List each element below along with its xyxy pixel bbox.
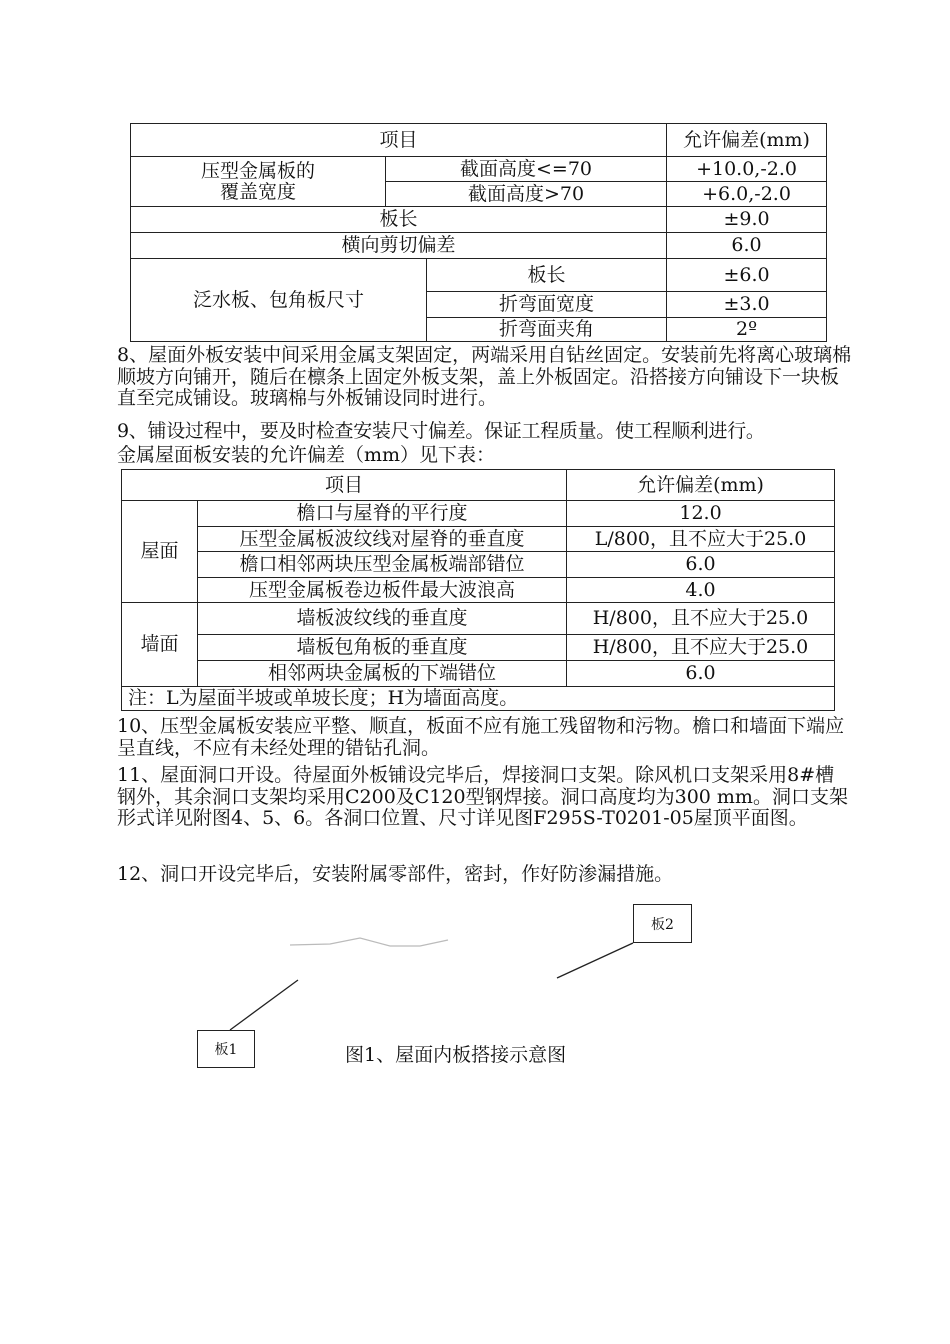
t2-row-tolerance: 12.0 [567,501,835,527]
paragraph-12: 12、洞口开设完毕后，安装附属零部件，密封，作好防渗漏措施。 [117,863,674,885]
t1-height-gt70-value: +6.0,-2.0 [667,182,827,207]
t2-row-item: 压型金属板卷边板件最大波浪高 [198,578,567,603]
leader-line-board2 [557,943,633,978]
t1-fold-width: 折弯面宽度 [427,292,667,318]
paragraph-9: 9、铺设过程中，要及时检查安装尺寸偏差。保证工程质量。使工程顺利进行。 [117,420,765,442]
t1-height-le70: 截面高度<=70 [386,157,667,182]
t1-header-item: 项目 [131,124,667,157]
paragraph-10: 10、压型金属板安装应平整、顺直，板面不应有施工残留物和污物。檐口和墙面下端应呈直线，不应有未经处理的错钻孔洞。 [117,715,845,759]
t1-shear-deviation-value: 6.0 [667,233,827,259]
label-board-2: 板2 [633,904,692,943]
t2-header-item: 项目 [122,470,567,501]
t1-cover-width-line2: 覆盖宽度 [219,180,296,203]
t2-row-item: 相邻两块金属板的下端错位 [198,661,567,687]
t2-row-item: 压型金属板波纹线对屋脊的垂直度 [198,527,567,552]
t1-height-le70-value: +10.0,-2.0 [667,157,827,182]
t2-row-item: 墙板包角板的垂直度 [198,635,567,661]
t2-header-tolerance: 允许偏差(mm) [567,470,835,501]
t1-flashing-label: 泛水板、包角板尺寸 [131,259,427,342]
t1-flashing-length: 板长 [427,259,667,292]
paragraph-11: 11、屋面洞口开设。待屋面外板铺设完毕后，焊接洞口支架。除风机口支架采用8#槽钢外，其余洞口支架均采用C200及C120型钢焊接。洞口高度均为300 mm。洞口支架形式详见附图4、5、6。各洞口位置、尺寸详见图F295S-T0201-05屋顶平面图。 [117,764,848,829]
t1-board-length: 板长 [131,207,667,233]
t2-row-tolerance: 6.0 [567,552,835,578]
label-board-1: 板1 [197,1030,255,1068]
t2-row-tolerance: 4.0 [567,578,835,603]
t1-cover-width-line1: 压型金属板的 [200,159,315,182]
t1-fold-width-value: ±3.0 [667,292,827,318]
t2-row-item: 墙板波纹线的垂直度 [198,603,567,635]
t1-shear-deviation: 横向剪切偏差 [131,233,667,259]
t1-fold-angle-value: 2º [667,318,827,342]
t1-height-gt70: 截面高度>70 [386,182,667,207]
t1-header-tolerance: 允许偏差(mm) [667,124,827,157]
figure-caption: 图1、屋面内板搭接示意图 [345,1044,567,1066]
t1-flashing-length-value: ±6.0 [667,259,827,292]
t2-row-item: 檐口相邻两块压型金属板端部错位 [198,552,567,578]
t2-row-item: 檐口与屋脊的平行度 [198,501,567,527]
t2-row-tolerance: H/800，且不应大于25.0 [567,635,835,661]
t1-board-length-value: ±9.0 [667,207,827,233]
t2-row-tolerance: L/800，且不应大于25.0 [567,527,835,552]
table2-intro: 金属屋面板安装的允许偏差（mm）见下表： [117,444,496,466]
t2-roof-label: 屋面 [122,501,198,603]
paragraph-8: 8、屋面外板安装中间采用金属支架固定，两端采用自钻丝固定。安装前先将离心玻璃棉顺坡方向铺开，随后在檩条上固定外板支架，盖上外板固定。沿搭接方向铺设下一块板直至完成铺设。玻璃棉与外板铺设同时进行。 [117,344,852,409]
inner-panel-profile [290,938,448,946]
t1-fold-angle: 折弯面夹角 [427,318,667,342]
leader-line-board1 [230,980,298,1030]
t2-row-tolerance: 6.0 [567,661,835,687]
t2-note: 注：L为屋面半坡或单坡长度；H为墙面高度。 [122,687,835,711]
t2-row-tolerance: H/800，且不应大于25.0 [567,603,835,635]
t2-wall-label: 墙面 [122,603,198,687]
